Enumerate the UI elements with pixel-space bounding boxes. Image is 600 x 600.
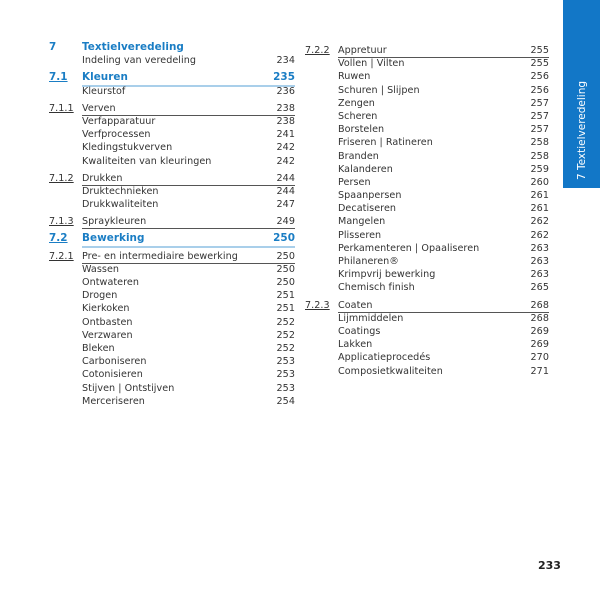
toc-entry-title: Mangelen — [338, 216, 386, 228]
toc-subsection-row[interactable] — [49, 102, 295, 115]
toc-entry-title: Vollen | Vilten — [338, 58, 405, 70]
toc-entry-title: Verfprocessen — [82, 129, 151, 141]
toc-item-row[interactable] — [305, 325, 549, 338]
toc-section-page: 235 — [273, 71, 295, 85]
toc-item-row[interactable] — [49, 115, 295, 128]
toc-item-row[interactable] — [305, 70, 549, 83]
toc-item-row[interactable] — [305, 338, 549, 351]
toc-entry-page: 252 — [276, 316, 295, 328]
toc-item-row[interactable] — [305, 123, 549, 136]
toc-entry-title: Ontbasten — [82, 316, 133, 328]
toc-entry-line — [82, 355, 295, 368]
toc-entry-title: Drukkwaliteiten — [82, 199, 159, 211]
toc-left-column — [49, 40, 295, 408]
toc-entry-line — [82, 185, 295, 198]
toc-item-row[interactable] — [49, 302, 295, 315]
toc-item-row[interactable] — [49, 382, 295, 395]
toc-entry-title: Kwaliteiten van kleuringen — [82, 155, 212, 167]
toc-chapter-title: Textielveredeling — [82, 41, 184, 53]
toc-subsection-page: 250 — [276, 250, 295, 262]
toc-entry-line — [338, 281, 549, 294]
toc-entry-title: Schuren | Slijpen — [338, 84, 420, 96]
toc-entry-line — [338, 229, 549, 242]
toc-item-row[interactable] — [49, 276, 295, 289]
toc-section-underline — [82, 232, 295, 247]
toc-entry-page: 261 — [530, 203, 549, 215]
toc-entry-line — [338, 338, 549, 351]
toc-entry-page: 252 — [276, 329, 295, 341]
toc-subsection-title: Pre- en intermediaire bewerking — [82, 250, 238, 262]
toc-item-row[interactable] — [49, 155, 295, 168]
page-number: 233 — [538, 559, 561, 572]
toc-entry-line — [82, 382, 295, 395]
toc-entry-title: Decatiseren — [338, 203, 397, 215]
toc-entry-line — [82, 198, 295, 211]
toc-subsection-underline — [82, 172, 295, 186]
toc-entry-page: 242 — [276, 142, 295, 154]
toc-item-row[interactable] — [49, 54, 295, 67]
toc-entry-page: 255 — [530, 58, 549, 70]
toc-item-row[interactable] — [49, 141, 295, 154]
toc-entry-title: Philaneren® — [338, 256, 399, 267]
toc-entry-page: 247 — [276, 199, 295, 211]
toc-subsection-underline — [82, 250, 295, 264]
toc-entry-title: Druktechnieken — [82, 185, 159, 197]
toc-item-row[interactable] — [305, 57, 549, 70]
toc-entry-title: Plisseren — [338, 229, 382, 241]
toc-entry-line — [338, 163, 549, 176]
toc-subsection-number: 7.2.1 — [49, 250, 74, 262]
toc-item-row[interactable] — [305, 351, 549, 364]
toc-entry-page: 244 — [276, 185, 295, 197]
toc-item-row[interactable] — [49, 289, 295, 302]
toc-entry-page: 258 — [530, 150, 549, 162]
toc-section-number: 7.2 — [49, 232, 68, 245]
toc-entry-title: Drogen — [82, 290, 118, 302]
toc-chapter-row[interactable] — [49, 41, 295, 54]
toc-item-row[interactable] — [49, 355, 295, 368]
toc-entry-page: 261 — [530, 190, 549, 202]
toc-entry-line — [338, 150, 549, 163]
toc-entry-line — [82, 368, 295, 381]
toc-entry-page: 253 — [276, 382, 295, 394]
toc-entry-page: 260 — [530, 176, 549, 188]
toc-entry-page: 252 — [276, 342, 295, 354]
toc-section-number: 7.1 — [49, 71, 68, 84]
toc-item-row[interactable] — [305, 268, 549, 281]
toc-entry-title: Zengen — [338, 97, 375, 109]
toc-subsection-row[interactable] — [49, 172, 295, 185]
toc-entry-line — [338, 215, 549, 228]
toc-entry-page: 263 — [530, 242, 549, 254]
toc-entry-title: Applicatieprocedés — [338, 352, 431, 364]
toc-entry-page: 251 — [276, 303, 295, 315]
toc-item-row[interactable] — [305, 365, 549, 378]
toc-entry-title: Stijven | Ontstijven — [82, 382, 175, 394]
toc-entry-title: Perkamenteren | Opaaliseren — [338, 242, 480, 254]
toc-subsection-page: 249 — [276, 216, 295, 228]
toc-entry-line — [82, 141, 295, 154]
toc-entry-title: Krimpvrij bewerking — [338, 269, 436, 281]
toc-subsection-row[interactable] — [49, 250, 295, 263]
toc-entry-title: Composietkwaliteiten — [338, 365, 443, 377]
toc-entry-title: Verfapparatuur — [82, 115, 156, 127]
toc-entry-page: 269 — [530, 339, 549, 351]
toc-entry-page: 262 — [530, 216, 549, 228]
toc-entry-title: Coatings — [338, 325, 381, 337]
toc-entry-line — [338, 70, 549, 83]
toc-entry-title: Lijmmiddelen — [338, 312, 404, 324]
toc-entry-title: Spaanpersen — [338, 190, 402, 202]
toc-subsection-row[interactable] — [49, 215, 295, 228]
toc-entry-title: Cotonisieren — [82, 369, 143, 381]
toc-item-row[interactable] — [305, 189, 549, 202]
toc-entry-page: 253 — [276, 369, 295, 381]
toc-item-row[interactable] — [49, 185, 295, 198]
toc-entry-page: 254 — [276, 395, 295, 407]
toc-entry-line — [82, 329, 295, 342]
toc-subsection-title: Appretuur — [338, 45, 387, 56]
toc-subsection-title: Spraykleuren — [82, 216, 147, 228]
toc-entry-line — [82, 263, 295, 276]
toc-entry-line — [82, 54, 295, 67]
toc-entry-line — [82, 302, 295, 315]
toc-entry-page: 257 — [530, 97, 549, 109]
toc-entry-line — [82, 316, 295, 329]
toc-item-row[interactable] — [305, 281, 549, 294]
toc-entry-line — [338, 268, 549, 281]
toc-entry-line — [82, 342, 295, 355]
toc-entry-title: Merceriseren — [82, 395, 145, 407]
toc-entry-line — [338, 365, 549, 378]
toc-subsection-number: 7.1.3 — [49, 216, 74, 228]
toc-entry-page: 250 — [276, 277, 295, 288]
toc-subsection-page: 255 — [530, 45, 549, 56]
toc-subsection-row[interactable] — [305, 44, 549, 57]
toc-entry-title: Wassen — [82, 263, 120, 275]
toc-entry-line — [338, 84, 549, 97]
toc-entry-page: 236 — [276, 85, 295, 97]
toc-entry-title: Kierkoken — [82, 303, 130, 315]
chapter-side-tab-label: 7 Textielveredeling — [575, 80, 588, 180]
toc-entry-title: Indeling van veredeling — [82, 55, 196, 67]
toc-item-row[interactable] — [305, 84, 549, 97]
toc-entry-line — [338, 325, 549, 338]
toc-entry-page: 256 — [530, 71, 549, 83]
toc-item-row[interactable] — [49, 368, 295, 381]
toc-entry-page: 242 — [276, 155, 295, 167]
toc-subsection-underline — [82, 102, 295, 116]
toc-subsection-title: Verven — [82, 102, 116, 114]
toc-entry-line — [82, 289, 295, 302]
toc-entry-page: 257 — [530, 110, 549, 122]
toc-entry-line — [82, 128, 295, 141]
toc-entry-line — [82, 85, 295, 98]
toc-item-row[interactable] — [305, 150, 549, 163]
toc-section-row[interactable] — [49, 71, 295, 84]
toc-entry-page: 256 — [530, 84, 549, 96]
toc-entry-title: Kleurstof — [82, 85, 126, 97]
toc-item-row[interactable] — [305, 110, 549, 123]
toc-entry-title: Kalanderen — [338, 163, 393, 175]
toc-entry-title: Ontwateren — [82, 277, 139, 288]
toc-subsection-title: Coaten — [338, 299, 373, 311]
toc-subsection-page: 268 — [530, 299, 549, 311]
toc-entry-page: 258 — [530, 137, 549, 149]
toc-item-row[interactable] — [305, 97, 549, 110]
toc-entry-title: Persen — [338, 176, 371, 188]
toc-entry-page: 263 — [530, 269, 549, 281]
toc-section-page: 250 — [273, 232, 295, 246]
toc-item-row[interactable] — [305, 136, 549, 149]
toc-item-row[interactable] — [305, 176, 549, 189]
toc-entry-page: 268 — [530, 312, 549, 324]
toc-item-row[interactable] — [49, 85, 295, 98]
toc-entry-title: Bleken — [82, 342, 115, 354]
toc-entry-line — [338, 97, 549, 110]
toc-item-row[interactable] — [49, 263, 295, 276]
toc-entry-title: Carboniseren — [82, 356, 147, 368]
toc-entry-line — [338, 110, 549, 123]
toc-entry-page: 259 — [530, 163, 549, 175]
toc-subsection-number: 7.2.3 — [305, 299, 330, 311]
toc-item-row[interactable] — [49, 128, 295, 141]
toc-entry-line — [338, 242, 549, 255]
toc-entry-title: Friseren | Ratineren — [338, 137, 433, 149]
toc-entry-line — [338, 136, 549, 149]
toc-entry-page: 262 — [530, 229, 549, 241]
toc-entry-line — [82, 115, 295, 128]
toc-subsection-title: Drukken — [82, 172, 123, 184]
toc-entry-title: Borstelen — [338, 124, 385, 136]
toc-entry-page: 270 — [530, 352, 549, 364]
toc-item-row[interactable] — [49, 198, 295, 211]
toc-entry-title: Ruwen — [338, 71, 371, 83]
toc-entry-title: Scheren — [338, 110, 378, 122]
toc-entry-line — [338, 351, 549, 364]
toc-entry-page: 265 — [530, 282, 549, 294]
toc-subsection-number: 7.2.2 — [305, 45, 330, 56]
toc-entry-title: Kledingstukverven — [82, 142, 173, 154]
toc-entry-page: 253 — [276, 356, 295, 368]
toc-chapter-number: 7 — [49, 41, 57, 53]
toc-item-row[interactable] — [49, 342, 295, 355]
toc-section-title: Kleuren — [82, 71, 273, 85]
toc-entry-title: Branden — [338, 150, 379, 162]
toc-item-row[interactable] — [49, 316, 295, 329]
toc-item-row[interactable] — [305, 163, 549, 176]
toc-entry-line — [338, 189, 549, 202]
toc-entry-line — [82, 395, 295, 408]
toc-entry-page: 234 — [276, 55, 295, 67]
toc-section-row[interactable] — [49, 232, 295, 245]
toc-entry-title: Verzwaren — [82, 329, 133, 341]
toc-entry-page: 238 — [276, 115, 295, 127]
toc-right-column — [305, 40, 549, 378]
toc-subsection-underline — [82, 215, 295, 229]
toc-item-row[interactable] — [49, 329, 295, 342]
toc-entry-line — [338, 255, 549, 268]
toc-entry-title: Chemisch finish — [338, 282, 415, 294]
toc-subsection-row[interactable] — [305, 299, 549, 312]
toc-entry-page: 250 — [276, 263, 295, 275]
toc-entry-page: 241 — [276, 129, 295, 141]
toc-entry-page: 263 — [530, 256, 549, 267]
toc-subsection-page: 244 — [276, 172, 295, 184]
chapter-side-tab — [563, 0, 600, 188]
toc-section-title: Bewerking — [82, 232, 273, 246]
toc-entry-page: 269 — [530, 325, 549, 337]
toc-subsection-underline — [338, 299, 549, 313]
toc-subsection-number: 7.1.2 — [49, 172, 74, 184]
toc-entry-line — [338, 57, 549, 70]
toc-entry-line — [338, 202, 549, 215]
toc-item-row[interactable] — [305, 229, 549, 242]
toc-entry-page: 251 — [276, 290, 295, 302]
toc-item-row[interactable] — [305, 255, 549, 268]
toc-entry-line — [338, 176, 549, 189]
toc-item-row[interactable] — [305, 242, 549, 255]
toc-entry-line — [338, 312, 549, 325]
toc-item-row[interactable] — [49, 395, 295, 408]
toc-entry-page: 271 — [530, 365, 549, 377]
toc-entry-line — [82, 155, 295, 168]
toc-item-row[interactable] — [305, 202, 549, 215]
toc-item-row[interactable] — [305, 312, 549, 325]
toc-entry-title: Lakken — [338, 339, 373, 351]
toc-item-row[interactable] — [305, 215, 549, 228]
toc-entry-page: 257 — [530, 124, 549, 136]
toc-entry-line — [82, 276, 295, 289]
toc-subsection-number: 7.1.1 — [49, 102, 74, 114]
toc-subsection-page: 238 — [276, 102, 295, 114]
toc-entry-line — [338, 123, 549, 136]
toc-subsection-underline — [338, 44, 549, 58]
